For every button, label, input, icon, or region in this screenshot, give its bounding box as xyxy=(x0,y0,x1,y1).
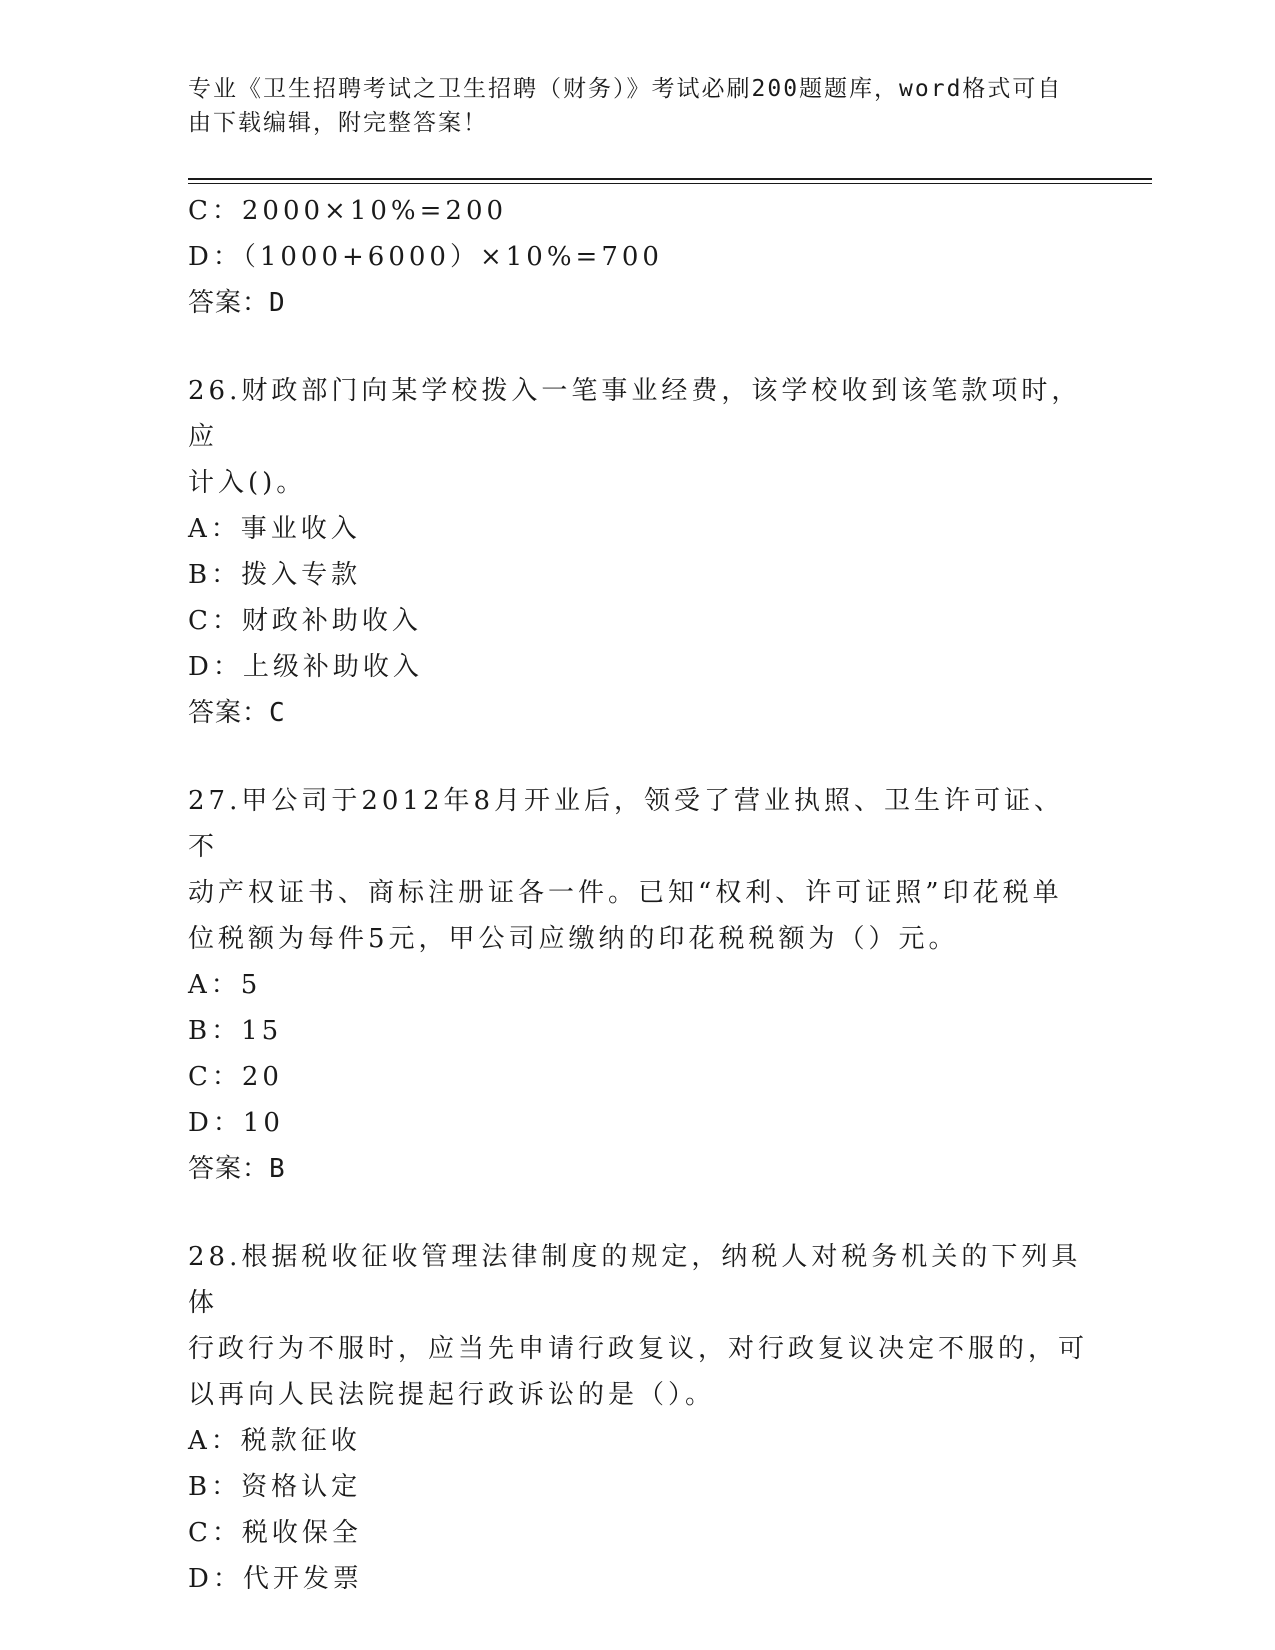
question-stem xyxy=(188,368,1088,506)
header-line-2: 由下载编辑，附完整答案！ xyxy=(188,110,488,136)
question-27 xyxy=(188,778,1088,1192)
option-a: A：税款征收 xyxy=(188,1426,361,1456)
answer-line: 答案：D xyxy=(188,288,286,318)
header-divider-thin xyxy=(188,183,1152,184)
option-b: B：15 xyxy=(188,1016,283,1046)
header-divider-thick xyxy=(188,178,1152,180)
question-26 xyxy=(188,368,1088,736)
answer-line: 答案：B xyxy=(188,1154,286,1184)
question-stem xyxy=(188,1234,1088,1418)
option-c: C：财政补助收入 xyxy=(188,606,422,636)
option-d: D：（1000+6000）×10%=700 xyxy=(188,242,663,272)
question-28 xyxy=(188,1234,1088,1602)
option-a: A：5 xyxy=(188,970,262,1000)
stem-line: 28.根据税收征收管理法律制度的规定，纳税人对税务机关的下列具体 xyxy=(188,1242,1082,1318)
stem-line: 行政行为不服时，应当先申请行政复议，对行政复议决定不服的，可 xyxy=(188,1334,1089,1364)
stem-line: 动产权证书、商标注册证各一件。已知“权利、许可证照”印花税单 xyxy=(188,878,1063,908)
option-d: D：代开发票 xyxy=(188,1564,363,1594)
stem-line: 27.甲公司于2012年8月开业后，领受了营业执照、卫生许可证、不 xyxy=(188,786,1065,862)
stem-line: 位税额为每件5元，甲公司应缴纳的印花税税额为（）元。 xyxy=(188,924,959,954)
answer-line: 答案：C xyxy=(188,698,286,728)
option-c: C：2000×10%=200 xyxy=(188,196,508,226)
question-stem xyxy=(188,778,1088,962)
stem-line: 计入()。 xyxy=(188,468,307,498)
option-d: D：10 xyxy=(188,1108,284,1138)
stem-line: 以再向人民法院提起行政诉讼的是（）。 xyxy=(188,1380,716,1410)
option-b: B：拨入专款 xyxy=(188,560,362,590)
continued-question xyxy=(188,188,1088,326)
document-body xyxy=(188,188,1088,1602)
option-c: C：20 xyxy=(188,1062,283,1092)
stem-line: 26.财政部门向某学校拨入一笔事业经费，该学校收到该笔款项时，应 xyxy=(188,376,1082,452)
option-a: A：事业收入 xyxy=(188,514,361,544)
option-c: C：税收保全 xyxy=(188,1518,362,1548)
option-b: B：资格认定 xyxy=(188,1472,362,1502)
document-header xyxy=(188,72,1068,140)
header-line-1: 专业《卫生招聘考试之卫生招聘（财务）》考试必刷200题题库，word格式可自 xyxy=(188,76,1063,102)
option-d: D：上级补助收入 xyxy=(188,652,423,682)
